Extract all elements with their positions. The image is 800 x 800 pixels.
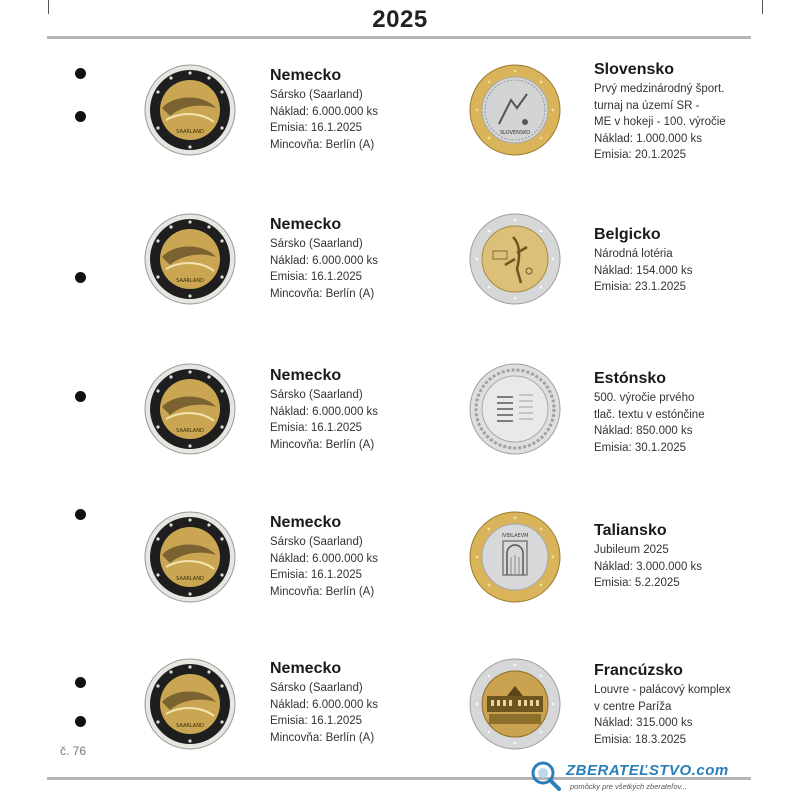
entry-line: v centre Paríža (594, 700, 672, 713)
brand-name: ZBERATEĽSTVO.com (566, 762, 729, 779)
entry-line: ME v hokeji - 100. výročie (594, 116, 726, 128)
coin-entry-right (594, 225, 692, 296)
entry-line: 500. výročie prvého (594, 392, 695, 404)
entry-line: Prvý medzinárodný šport. (594, 83, 725, 95)
coin-inscription: SAARLAND (176, 576, 204, 582)
entry-line: Sársko (Saarland) (270, 389, 363, 401)
entry-line: turnaj na území SR - (594, 99, 700, 112)
entry-line: Sársko (Saarland) (270, 238, 363, 250)
entry-line: Louvre - palácový komplex (594, 684, 731, 696)
coin-entry-left (270, 513, 378, 600)
entry-line: Náklad: 315.000 ks (594, 717, 693, 729)
coin-inscription: SAARLAND (176, 723, 204, 729)
page-number: č. 76 (60, 744, 87, 758)
binder-hole (75, 509, 86, 520)
binder-hole (75, 111, 86, 122)
entry-line: Emisia: 30.1.2025 (594, 441, 687, 454)
magnifier-logo-icon (530, 760, 562, 792)
country-name: Estónsko (594, 370, 667, 387)
coin-entry-left (270, 215, 378, 302)
brand-watermark (530, 758, 760, 798)
entry-line: Národná lotéria (594, 248, 673, 260)
coin-italy-jubilee (469, 511, 561, 603)
coin-estonia-printing (469, 363, 561, 455)
entry-line: Sársko (Saarland) (270, 682, 363, 694)
entry-line: Mincovňa: Berlín (A) (270, 731, 375, 744)
country-name: Nemecko (270, 514, 342, 531)
entry-line: Náklad: 154.000 ks (594, 264, 693, 277)
entry-line: Mincovňa: Berlín (A) (270, 438, 375, 451)
entry-line: Emisia: 16.1.2025 (270, 569, 363, 581)
entry-line: Náklad: 6.000.000 ks (270, 698, 379, 711)
binder-hole (75, 68, 86, 79)
entry-line: Emisia: 5.2.2025 (594, 577, 680, 589)
entry-line: Mincovňa: Berlín (A) (270, 138, 375, 151)
coin-germany-saarland (144, 64, 236, 156)
coin-inscription: SAARLAND (176, 129, 204, 135)
country-name: Nemecko (270, 367, 342, 384)
entry-line: Náklad: 1.000.000 ks (594, 132, 703, 145)
page-year-title: 2025 (372, 6, 428, 33)
coin-inscription: SLOVENSKO (499, 130, 531, 136)
entry-line: Mincovňa: Berlín (A) (270, 585, 375, 598)
country-name: Nemecko (270, 67, 342, 84)
binder-hole (75, 677, 86, 688)
country-name: Belgicko (594, 226, 661, 243)
country-name: Slovensko (594, 61, 675, 78)
coin-slovakia-hockey (469, 64, 561, 156)
coin-entry-left (270, 66, 378, 153)
entry-line: Náklad: 850.000 ks (594, 425, 693, 437)
entry-line: tlač. textu v estónčine (594, 408, 705, 421)
entry-line: Jubileum 2025 (594, 544, 669, 556)
coin-germany-saarland (144, 658, 236, 750)
entry-line: Náklad: 6.000.000 ks (270, 405, 379, 418)
coin-inscription: SAARLAND (176, 278, 204, 284)
entry-line: Náklad: 6.000.000 ks (270, 254, 379, 267)
entry-line: Náklad: 6.000.000 ks (270, 552, 379, 565)
coin-entry-left (270, 659, 378, 746)
binder-hole (75, 272, 86, 283)
entry-line: Emisia: 18.3.2025 (594, 733, 687, 746)
brand-slogan: pomôcky pre všetkých zberateľov... (570, 782, 688, 791)
country-name: Nemecko (270, 660, 342, 677)
binder-hole (75, 716, 86, 727)
country-name: Nemecko (270, 216, 342, 233)
entry-line: Emisia: 16.1.2025 (270, 271, 363, 283)
coin-entry-left (270, 366, 378, 453)
coin-france-louvre (469, 658, 561, 750)
coin-germany-saarland (144, 213, 236, 305)
entry-line: Mincovňa: Berlín (A) (270, 287, 375, 300)
binder-hole (75, 391, 86, 402)
coin-inscription: SAARLAND (176, 428, 204, 434)
entry-line: Náklad: 3.000.000 ks (594, 560, 703, 573)
entry-line: Emisia: 16.1.2025 (270, 422, 363, 434)
entry-line: Emisia: 23.1.2025 (594, 281, 687, 293)
entry-line: Emisia: 20.1.2025 (594, 149, 687, 161)
coin-belgium-lottery (469, 213, 561, 305)
coin-germany-saarland (144, 511, 236, 603)
entry-line: Emisia: 16.1.2025 (270, 122, 363, 134)
country-name: Taliansko (594, 522, 667, 539)
country-name: Francúzsko (594, 662, 683, 679)
top-rule (47, 36, 751, 39)
coin-germany-saarland (144, 363, 236, 455)
coin-entry-right (594, 60, 726, 164)
entry-line: Sársko (Saarland) (270, 536, 363, 548)
entry-line: Emisia: 16.1.2025 (270, 715, 363, 727)
coin-inscription: IVBILAEVM (501, 533, 529, 539)
entry-line: Náklad: 6.000.000 ks (270, 105, 379, 118)
coin-entry-right (594, 661, 731, 748)
coin-entry-right (594, 369, 705, 456)
entry-line: Sársko (Saarland) (270, 89, 363, 101)
coin-entry-right (594, 521, 702, 592)
